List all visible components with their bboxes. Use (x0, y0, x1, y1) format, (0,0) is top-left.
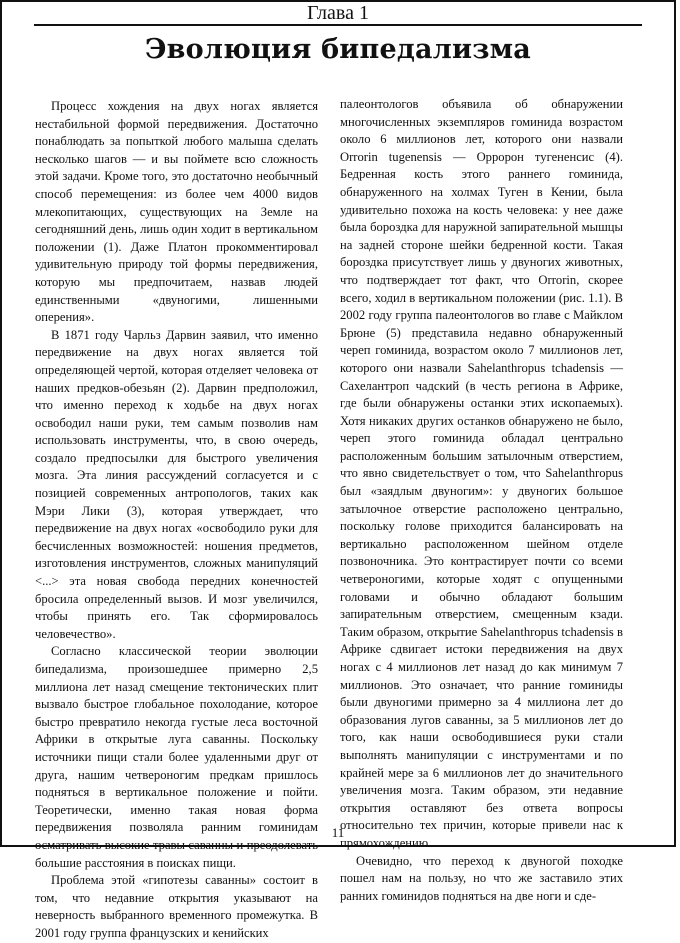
right-column (340, 96, 623, 905)
paragraph: В 1871 году Чарльз Дарвин заявил, что именно передвижение на двух ногах является той определяющей чертой, которая отделяет человека от наших предков-обезьян (2). Дарвин предположил, что именно переход к ходьбе на двух ногах освободил наши руки, тем самым позволив нам использовать инструменты, что, в свою очередь, создало предпосылки для быстрого увеличения мозга. Эта линия рассуждений согласуется и с позицией современных антропологов, таких как Мэри Лики (3), которая утверждает, что передвижение на двух ногах «освободило руки для бесчисленных возможностей: ношения предметов, изготовления инструментов, сложных манипуляций <...> эта новая свобода передних конечностей бросила определенный вызов. И мозг увеличился, чтобы принять его. Так сформировалось человечество». (35, 327, 318, 641)
chapter-heading: Глава 1 (307, 2, 369, 24)
header-rule (34, 24, 642, 26)
paragraph: Проблема этой «гипотезы саванны» состоит в том, что недавние открытия указывают на неверность выбранного временного промежутка. В 2001 году группа французских и кенийских (35, 873, 318, 940)
chapter-title: Эволюция бипедализма (145, 34, 531, 65)
left-column (35, 98, 318, 943)
paragraph: Согласно классической теории эволюции бипедализма, произошедшее примерно 2,5 миллиона лет назад смещение тектонических плит вызвало быстрое глобальное похолодание, которое быстро превратило некогда густые леса восточной Африки в открытые луга саванны. Поскольку источники пищи стали более удаленными друг от друга, нашим четвероногим предкам пришлось подняться в вертикальное положение и пойти. Теоретически, именно такая новая форма передвижения позволяла ранним гоминидам осматривать высокие травы саванны и преодолевать большие расстояния в поисках пищи. (35, 644, 318, 870)
paragraph: Очевидно, что переход к двуногой походке пошел нам на пользу, но что же заставило этих ранних гоминидов подняться на две ноги и сде- (340, 853, 623, 903)
page-number: 11 (331, 825, 345, 840)
paragraph: палеонтологов объявила об обнаружении многочисленных экземпляров гоминида возрастом около 6 миллионов лет, которого они назвали Orrorin tugenensis — Орророн тугененсис (4). Бедренная кость этого раннего гоминида, обнаруженного на холмах Туген в Кении, была удивительно похожа на кость человека: у нее даже была бороздка для наружной запирательной мышцы на задней стороне шейки бедренной кости. Такая бороздка присутствует лишь у двуногих животных, что подтверждает тот факт, что Orrorin, скорее всего, ходил в вертикальном положении (рис. 1.1). В 2002 году группа палеонтологов во главе с Майклом Брюне (5) представила недавно обнаруженный череп гоминида, возрастом около 7 миллионов лет, которого они назвали Sahelanthropus tchadensis — Сахелантроп чадский (в честь региона в Африке, где были обнаружены останки этих ископаемых). Хотя никаких других останков обнаружено не было, череп этого гоминида обладал центрально расположенным большим затылочным отверстием, что явно свидетельствует о том, что Sahelanthropus был «заядлым двуногим»: у двуногих большое затылочное отверстие расположено центрально, поскольку голове приходится балансировать на вертикально расположенном шейном отделе позвоночника. Это контрастирует почти со всеми четвероногими, которые ходят с опущенными головами и обычно обладают большим запирательным отверстием, смещенным кзади. Таким образом, открытие Sahelanthropus tchadensis в Африке сдвигает истоки передвижения на двух ногах с 4 миллионов лет назад до как минимум 7 миллионов. Это означает, что ранние гоминиды были двуногими примерно за 4 миллиона лет до образования лугов саванны, за 5 миллионов лет до того, как наши освободившиеся руки стали выполнять манипуляции с инструментами и по крайней мере за 6 миллионов лет до значительного увеличения мозга. Таким образом, эти недавние открытия оставляют без ответа вопросы относительно тех причин, которые привели нас к прямохождению. (340, 97, 623, 850)
paragraph: Процесс хождения на двух ногах является нестабильной формой передвижения. Достаточно понаблюдать за попыткой любого малыша сделать несколько шагов — и вы поймете всю сложность этой задачи. Кроме того, это достаточно необычный способ перемещения: из более чем 4000 видов млекопитающих, существующих на Земле на сегодняшний день, лишь один ходит в вертикальном положении (1). Даже Платон прокомментировал удивительную природу той формы передвижения, которую мы предпочитаем, назвав людей единственными «двуногими, лишенными оперения». (35, 99, 318, 325)
